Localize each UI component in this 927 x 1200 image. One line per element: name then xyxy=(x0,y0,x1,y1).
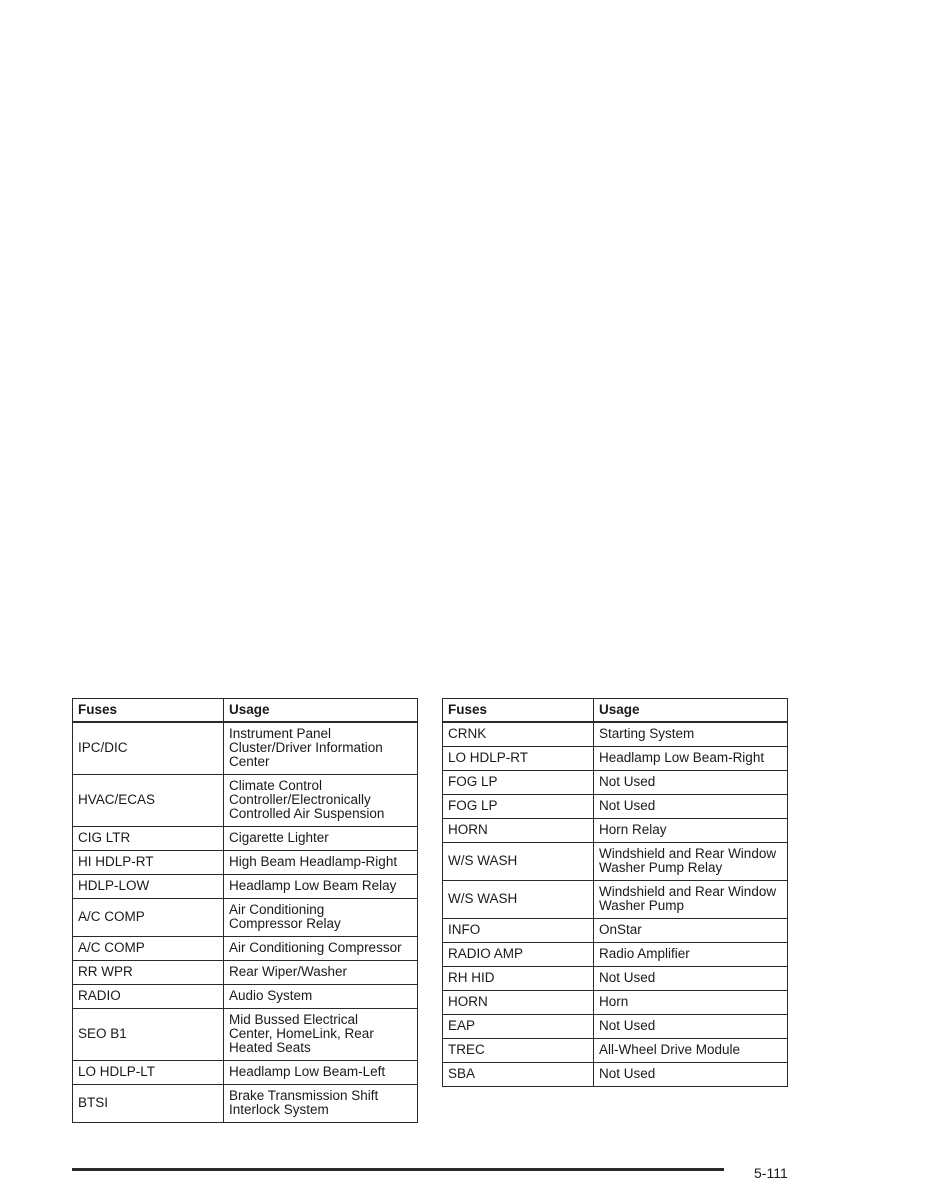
fuse-name-cell: EAP xyxy=(443,1014,594,1038)
fuse-name-cell: FOG LP xyxy=(443,770,594,794)
table-row xyxy=(443,842,788,880)
table-row xyxy=(73,1084,418,1122)
table-row xyxy=(443,1038,788,1062)
column-header-fuses: Fuses xyxy=(73,699,224,723)
fuse-name-cell: FOG LP xyxy=(443,794,594,818)
fuse-name-cell: BTSI xyxy=(73,1084,224,1122)
table-row xyxy=(443,818,788,842)
usage-cell: Brake Transmission Shift Interlock System xyxy=(224,1084,418,1122)
usage-cell: Starting System xyxy=(594,722,788,746)
fuse-name-cell: RADIO AMP xyxy=(443,942,594,966)
table-row xyxy=(73,826,418,850)
usage-cell: Climate Control Controller/Electronically Controlled Air Suspension xyxy=(224,774,418,826)
usage-cell: Not Used xyxy=(594,794,788,818)
fuse-table-left xyxy=(72,698,418,1123)
usage-cell: Instrument Panel Cluster/Driver Information Center xyxy=(224,722,418,774)
table-row xyxy=(443,966,788,990)
table-row xyxy=(73,936,418,960)
usage-cell: OnStar xyxy=(594,918,788,942)
usage-cell: Headlamp Low Beam-Right xyxy=(594,746,788,770)
table-header-row xyxy=(73,699,418,723)
fuse-name-cell: LO HDLP-LT xyxy=(73,1060,224,1084)
usage-cell: Headlamp Low Beam Relay xyxy=(224,874,418,898)
usage-cell: Headlamp Low Beam-Left xyxy=(224,1060,418,1084)
table-body xyxy=(443,722,788,1086)
table-body xyxy=(73,722,418,1122)
table-row xyxy=(443,770,788,794)
page-number: 5-111 xyxy=(754,1165,788,1181)
usage-cell: Air Conditioning Compressor xyxy=(224,936,418,960)
fuse-name-cell: HORN xyxy=(443,990,594,1014)
fuse-name-cell: HDLP-LOW xyxy=(73,874,224,898)
fuse-name-cell: RH HID xyxy=(443,966,594,990)
fuse-name-cell: W/S WASH xyxy=(443,842,594,880)
usage-cell: Cigarette Lighter xyxy=(224,826,418,850)
fuse-name-cell: HI HDLP-RT xyxy=(73,850,224,874)
fuse-name-cell: W/S WASH xyxy=(443,880,594,918)
usage-cell: Audio System xyxy=(224,984,418,1008)
footer-rule xyxy=(72,1168,724,1171)
table-row xyxy=(73,850,418,874)
fuse-name-cell: CIG LTR xyxy=(73,826,224,850)
usage-cell: Not Used xyxy=(594,1062,788,1086)
usage-cell: Not Used xyxy=(594,966,788,990)
usage-cell: Windshield and Rear Window Washer Pump Relay xyxy=(594,842,788,880)
usage-cell: Horn Relay xyxy=(594,818,788,842)
table-row xyxy=(443,880,788,918)
fuse-name-cell: LO HDLP-RT xyxy=(443,746,594,770)
column-header-usage: Usage xyxy=(224,699,418,723)
table-row xyxy=(73,1008,418,1060)
usage-cell: Windshield and Rear Window Washer Pump xyxy=(594,880,788,918)
fuse-name-cell: INFO xyxy=(443,918,594,942)
fuse-name-cell: A/C COMP xyxy=(73,936,224,960)
column-header-usage: Usage xyxy=(594,699,788,723)
table-row xyxy=(443,918,788,942)
usage-cell: Radio Amplifier xyxy=(594,942,788,966)
table-row xyxy=(443,1014,788,1038)
table-header-row xyxy=(443,699,788,723)
table-row xyxy=(73,1060,418,1084)
fuse-name-cell: SBA xyxy=(443,1062,594,1086)
fuse-name-cell: RADIO xyxy=(73,984,224,1008)
table-row xyxy=(73,960,418,984)
fuse-name-cell: HORN xyxy=(443,818,594,842)
fuse-table-right xyxy=(442,698,788,1087)
fuse-name-cell: RR WPR xyxy=(73,960,224,984)
usage-cell: Air Conditioning Compressor Relay xyxy=(224,898,418,936)
usage-cell: High Beam Headlamp-Right xyxy=(224,850,418,874)
table-row xyxy=(443,1062,788,1086)
column-header-fuses: Fuses xyxy=(443,699,594,723)
usage-cell: Not Used xyxy=(594,1014,788,1038)
usage-cell: Horn xyxy=(594,990,788,1014)
fuse-name-cell: TREC xyxy=(443,1038,594,1062)
usage-cell: All-Wheel Drive Module xyxy=(594,1038,788,1062)
usage-cell: Rear Wiper/Washer xyxy=(224,960,418,984)
table-row xyxy=(443,990,788,1014)
table-row xyxy=(73,774,418,826)
table-row xyxy=(73,898,418,936)
table-row xyxy=(73,874,418,898)
usage-cell: Mid Bussed Electrical Center, HomeLink, Rear Heated Seats xyxy=(224,1008,418,1060)
fuse-name-cell: CRNK xyxy=(443,722,594,746)
fuse-name-cell: HVAC/ECAS xyxy=(73,774,224,826)
usage-cell: Not Used xyxy=(594,770,788,794)
table-row xyxy=(73,984,418,1008)
fuse-name-cell: A/C COMP xyxy=(73,898,224,936)
table-row xyxy=(443,722,788,746)
table-row xyxy=(443,942,788,966)
table-row xyxy=(443,746,788,770)
fuse-name-cell: SEO B1 xyxy=(73,1008,224,1060)
fuse-name-cell: IPC/DIC xyxy=(73,722,224,774)
table-row xyxy=(443,794,788,818)
table-row xyxy=(73,722,418,774)
